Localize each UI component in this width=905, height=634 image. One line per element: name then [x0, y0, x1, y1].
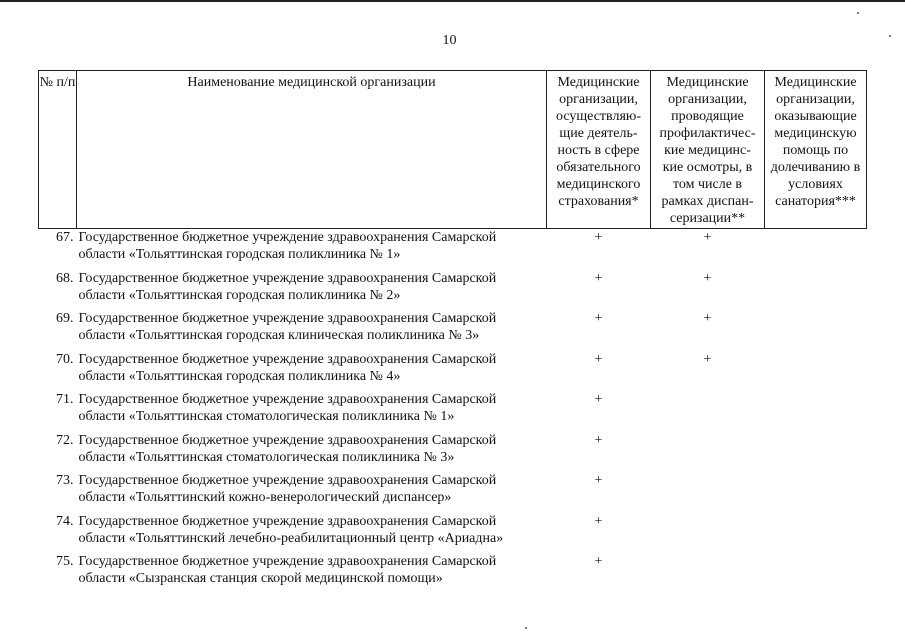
organization-name — [77, 351, 547, 392]
mark-preventive — [651, 432, 765, 473]
mark-preventive — [651, 472, 765, 513]
scan-speck — [857, 12, 859, 14]
table-row — [39, 229, 867, 270]
mark-sanatorium — [765, 391, 867, 432]
organization-name-line: Государственное бюджетное учреждение здравоохранения Самарской — [78, 230, 497, 245]
organization-name-line: области «Тольяттинская стоматологическая поликлиника № 3» — [78, 449, 455, 465]
organization-name-line: области «Тольяттинская городская поликлиника № 4» — [78, 368, 401, 384]
mark-oms: + — [594, 270, 603, 286]
row-number: 73. — [56, 473, 74, 488]
table-body — [39, 229, 867, 594]
mark-oms: + — [594, 432, 603, 448]
mark-oms: + — [594, 311, 603, 326]
mark-preventive: + — [703, 270, 712, 286]
page-top-edge — [0, 0, 905, 2]
table-row — [39, 553, 867, 594]
mark-oms: + — [594, 351, 603, 367]
mark-oms: + — [594, 230, 603, 245]
mark-sanatorium — [765, 229, 867, 270]
mark-oms: + — [594, 554, 603, 569]
organization-name-line: Государственное бюджетное учреждение здравоохранения Самарской — [78, 554, 497, 569]
organization-name-line: области «Тольяттинская городская поликлиника № 1» — [78, 247, 401, 262]
organization-name — [77, 432, 547, 473]
organization-name-line: области «Тольяттинская городская поликлиника № 2» — [78, 287, 401, 303]
table-row — [39, 391, 867, 432]
header-number: № п/п — [39, 71, 77, 229]
row-number: 67. — [56, 230, 74, 245]
mark-preventive: + — [703, 311, 712, 326]
mark-sanatorium — [765, 432, 867, 473]
organization-name-line: Государственное бюджетное учреждение здравоохранения Самарской — [78, 311, 497, 326]
organization-name-line: области «Тольяттинский кожно-венерологический диспансер» — [78, 490, 452, 505]
mark-preventive: + — [703, 230, 712, 245]
table-row — [39, 270, 867, 311]
row-number: 70. — [56, 351, 74, 367]
organizations-table — [38, 70, 867, 594]
organization-name — [77, 553, 547, 594]
organization-name — [77, 513, 547, 554]
mark-sanatorium — [765, 513, 867, 554]
header-oms-organizations: Медицинские организации, осуществляю-щие деятель-ность в сфере обязательного медицинского страхования* — [547, 71, 651, 229]
organization-name-line: области «Сызранская станция скорой медицинской помощи» — [78, 571, 443, 586]
organization-name-line: Государственное бюджетное учреждение здравоохранения Самарской — [78, 473, 497, 488]
organization-name-line: Государственное бюджетное учреждение здравоохранения Самарской — [78, 351, 497, 367]
mark-sanatorium — [765, 351, 867, 392]
organization-name-line: области «Тольяттинская стоматологическая поликлиника № 1» — [78, 409, 455, 424]
mark-oms: + — [594, 392, 603, 407]
organization-name — [77, 229, 547, 270]
row-number: 69. — [56, 311, 74, 326]
row-number: 72. — [56, 432, 74, 448]
mark-oms: + — [594, 473, 603, 488]
table-row — [39, 513, 867, 554]
table-header — [39, 71, 867, 229]
organization-name-line: Государственное бюджетное учреждение здравоохранения Самарской — [78, 432, 497, 448]
table-row — [39, 472, 867, 513]
mark-sanatorium — [765, 553, 867, 594]
mark-sanatorium — [765, 310, 867, 351]
header-sanatorium-care: Медицинские организации, оказывающие медицинскую помощь по долечиванию в условиях санатория*** — [765, 71, 867, 229]
organization-name-line: Государственное бюджетное учреждение здравоохранения Самарской — [78, 270, 497, 286]
row-number: 75. — [56, 554, 74, 569]
mark-preventive — [651, 391, 765, 432]
organization-name — [77, 270, 547, 311]
header-organization-name: Наименование медицинской организации — [77, 71, 547, 229]
table-row — [39, 310, 867, 351]
mark-preventive — [651, 553, 765, 594]
organization-name-line: Государственное бюджетное учреждение здравоохранения Самарской — [78, 392, 497, 407]
mark-preventive — [651, 513, 765, 554]
organization-name-line: области «Тольяттинская городская клиническая поликлиника № 3» — [78, 328, 480, 343]
organization-name-line: области «Тольяттинский лечебно-реабилитационный центр «Ариадна» — [78, 530, 504, 546]
header-preventive-exams: Медицинские организации, проводящие профилактичес-кие медицинс-кие осмотры, в том числе в рамках диспан-серизации** — [651, 71, 765, 229]
table-row — [39, 432, 867, 473]
mark-sanatorium — [765, 472, 867, 513]
row-number: 71. — [56, 392, 74, 407]
organization-name — [77, 391, 547, 432]
organization-name — [77, 310, 547, 351]
organization-name-line: Государственное бюджетное учреждение здравоохранения Самарской — [78, 513, 497, 529]
scan-speck — [525, 627, 527, 629]
row-number: 68. — [56, 270, 74, 286]
scan-speck — [889, 35, 891, 37]
organization-name — [77, 472, 547, 513]
table-row — [39, 351, 867, 392]
row-number: 74. — [56, 513, 74, 529]
mark-preventive: + — [703, 351, 712, 367]
mark-oms: + — [594, 513, 603, 529]
mark-sanatorium — [765, 270, 867, 311]
page-number: 10 — [442, 33, 457, 48]
